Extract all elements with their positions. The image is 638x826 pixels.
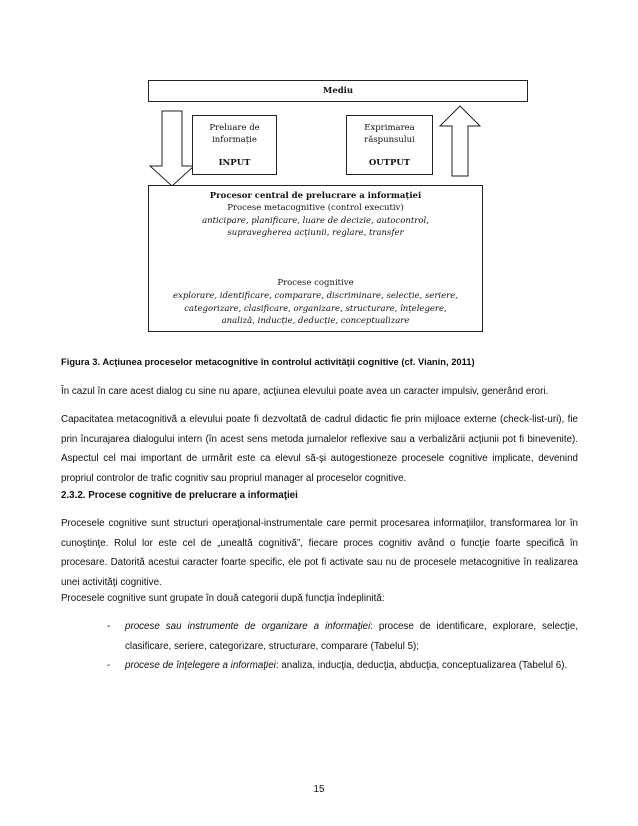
- output-key: OUTPUT: [368, 158, 411, 168]
- mediu-box: [148, 80, 528, 102]
- output-box: [346, 115, 433, 175]
- page-number: 15: [313, 784, 325, 795]
- section-heading: 2.3.2. Procese cognitive de prelucrare a informaţiei: [61, 490, 298, 501]
- metacognitive-title: Procese metacognitive (control executiv): [227, 203, 404, 213]
- processor-title: Procesor central de prelucrare a informației: [209, 191, 422, 201]
- paragraph: În cazul în care acest dialog cu sine nu apare, acţiunea elevului poate avea un caracter impulsiv, generând erori.: [61, 386, 549, 397]
- bullet-dash: -: [107, 621, 111, 632]
- input-label: Preluare de informație: [209, 123, 260, 145]
- processor-box: [148, 185, 483, 332]
- paragraph: Procesele cognitive sunt grupate în două categorii după funcţia îndeplinită:: [61, 593, 385, 604]
- figure-diagram: [0, 0, 638, 340]
- figure-caption: Figura 3. Acţiunea proceselor metacognitive în controlul activităţii cognitive (cf. Vianin, 2011): [61, 356, 475, 367]
- bullet-dash: -: [107, 660, 111, 671]
- cognitive-list: explorare, identificare, comparare, discriminare, selecție, seriere, categorizare, clasificare, organizare, structurare, înțelegere, analiză, inducție, deducție, conceptualizare: [173, 291, 458, 326]
- bullet-emphasis: procese de înţelegere a informaţiei: [125, 660, 276, 671]
- input-key: INPUT: [218, 158, 251, 168]
- cognitive-title: Procese cognitive: [277, 278, 354, 288]
- down-arrow: [150, 111, 194, 186]
- paragraph: Procesele cognitive sunt structuri operaţional-instrumentale care permit procesarea informaţiilor, transformarea lor în cunoştinţe. Rolul lor este cel de „unealtă cognitivă”, fiecare proces cognitiv având o funcţie foarte specifică în procesare. Datorită acestui caracter foarte specific, ele pot fi activate sau nu de procesele metacognitive în realizarea unei activităţi cognitive.: [61, 518, 578, 588]
- input-box: [192, 115, 277, 175]
- bullet-emphasis: procese sau instrumente de organizare a informaţiei: [125, 621, 371, 632]
- mediu-label: Mediu: [322, 86, 354, 96]
- up-arrow: [440, 106, 480, 176]
- paragraph: Capacitatea metacognitivă a elevului poate fi dezvoltată de cadrul didactic fie prin mijloace externe (check-list-uri), fie prin încurajarea dialogului intern (în acest sens metoda jurnalelor reflexive sau a verbalizării acţiunii pot fi binevenite). Aspectul cel mai important de urmărit este ca elevul să-şi autogestioneze procesele cognitive implicate, devenind propriul controlor de trafic cognitiv sau propriul manager al proceselor cognitive.: [61, 414, 578, 484]
- bullet-item: [125, 656, 578, 676]
- bullet-item: [125, 617, 578, 656]
- bullet-rest: : analiza, inducţia, deducţia, abducţia, conceptualizarea (Tabelul 6).: [275, 660, 568, 671]
- metacognitive-list: anticipare, planificare, luare de decizie, autocontrol, supravegherea acțiunii, reglare, transfer: [202, 216, 429, 238]
- bullet-rest: : procese de identificare, explorare, selecţie, clasificare, seriere, categorizare, structurare, comparare (Tabelul 5);: [125, 621, 579, 652]
- output-label: Exprimarea răspunsului: [364, 123, 415, 145]
